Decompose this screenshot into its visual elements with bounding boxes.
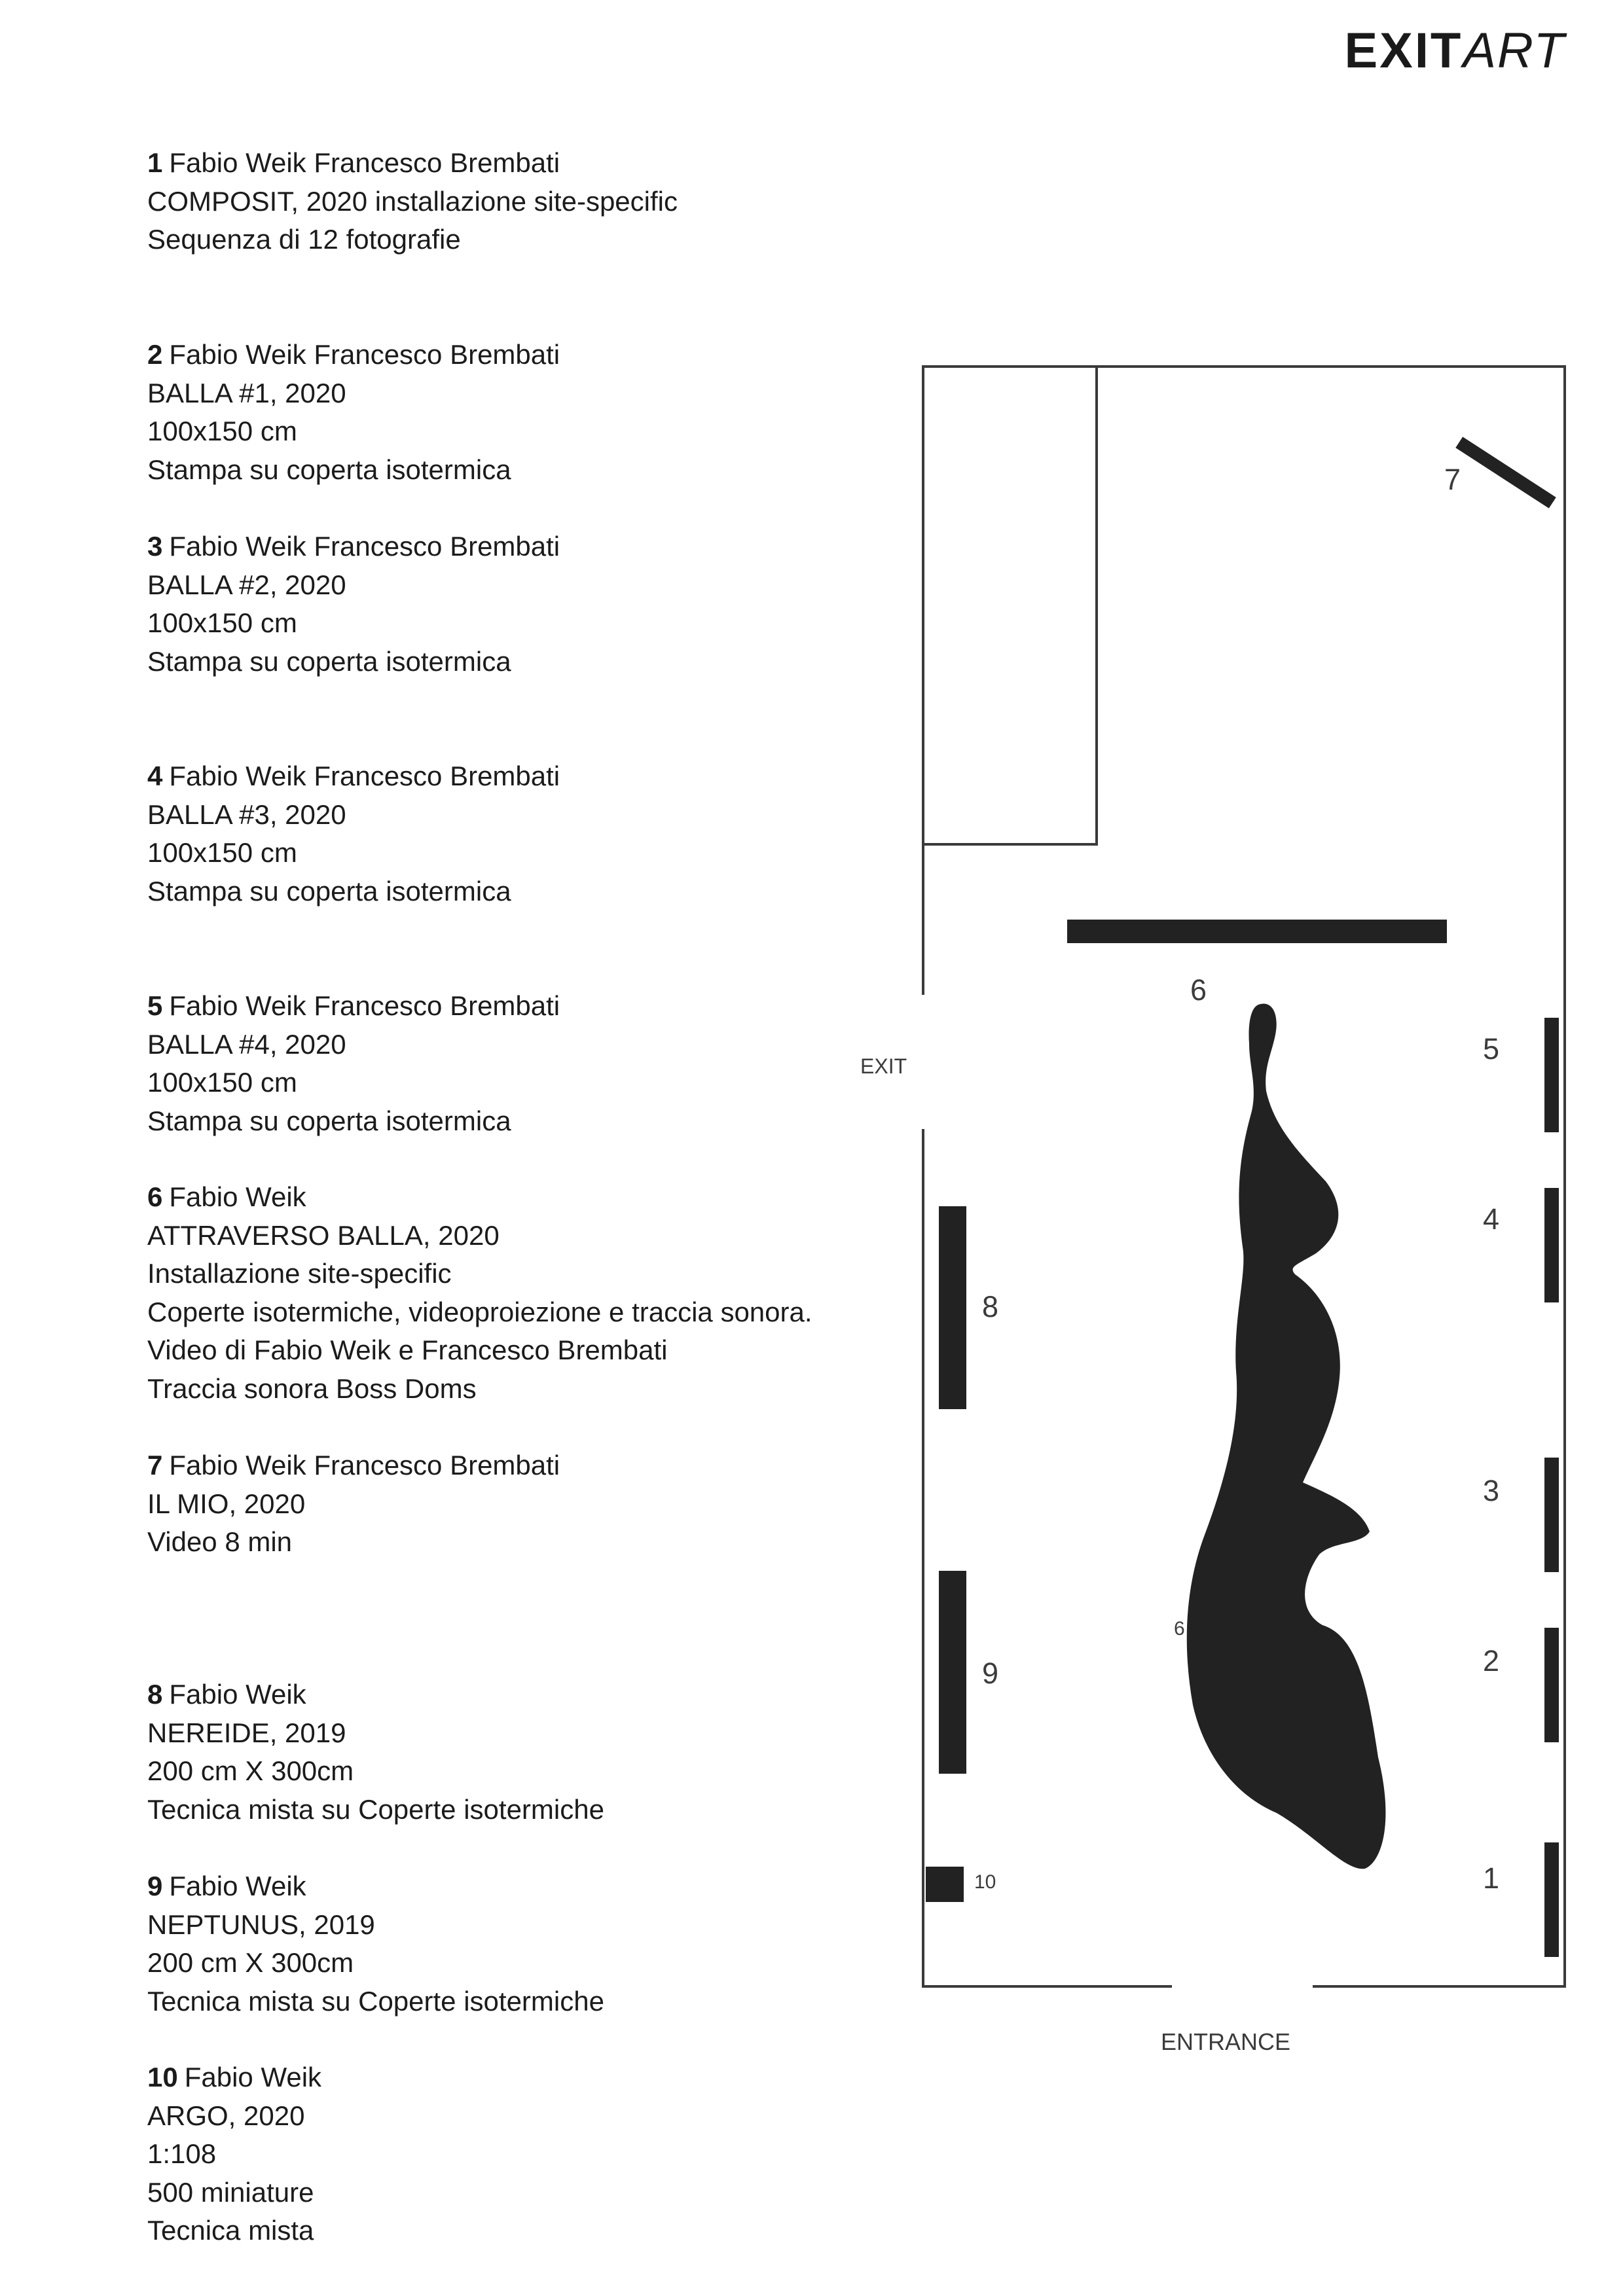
work-detail-line: BALLA #4, 2020 bbox=[147, 1028, 346, 1060]
work-artist-name: Fabio Weik bbox=[169, 1871, 306, 1901]
work-detail-line: 100x150 cm bbox=[147, 416, 297, 446]
work-detail-line: 100x150 cm bbox=[147, 1067, 297, 1098]
panel-4 bbox=[1544, 1188, 1559, 1302]
work-number: 9 bbox=[147, 1871, 163, 1901]
work-entry bbox=[147, 757, 560, 910]
work-entry bbox=[147, 1178, 812, 1408]
work-number: 10 bbox=[147, 2062, 178, 2092]
work-detail-line: 200 cm X 300cm bbox=[147, 1947, 354, 1978]
work-entry bbox=[147, 1676, 604, 1829]
work-number: 6 bbox=[147, 1181, 163, 1212]
logo-exit-text: EXIT bbox=[1344, 23, 1463, 79]
work-detail-line: Sequenza di 12 fotografie bbox=[147, 224, 461, 255]
work-detail-line: BALLA #1, 2020 bbox=[147, 377, 346, 408]
work-detail-line: Stampa su coperta isotermica bbox=[147, 875, 511, 906]
work-detail-line: Stampa su coperta isotermica bbox=[147, 454, 511, 485]
gallery-floor-plan bbox=[845, 265, 1597, 2137]
work-number: 2 bbox=[147, 339, 163, 370]
blob-installation-6 bbox=[1187, 1003, 1386, 1869]
work-artist-name: Fabio Weik bbox=[169, 1679, 306, 1710]
work-detail-line: Installazione site-specific bbox=[147, 1258, 452, 1289]
work-entry bbox=[147, 1446, 560, 1562]
work-artist bbox=[147, 1446, 560, 1485]
panel-2 bbox=[1544, 1628, 1559, 1742]
work-artist bbox=[147, 336, 560, 374]
work-artist-name: Fabio Weik Francesco Brembati bbox=[169, 1450, 560, 1480]
work-detail-line: BALLA #3, 2020 bbox=[147, 798, 346, 830]
work-detail-line: NEPTUNUS, 2019 bbox=[147, 1909, 375, 1940]
work-entry bbox=[147, 336, 560, 489]
exit-label: EXIT bbox=[860, 1054, 907, 1078]
work-number: 4 bbox=[147, 761, 163, 791]
work-artist bbox=[147, 1676, 604, 1714]
work-artist bbox=[147, 1867, 604, 1906]
marker-6-inner: 6 bbox=[1174, 1618, 1185, 1640]
marker-6: 6 bbox=[1190, 973, 1207, 1007]
panel-8 bbox=[939, 1206, 966, 1409]
marker-1: 1 bbox=[1483, 1861, 1500, 1895]
work-artist-name: Fabio Weik bbox=[169, 1181, 306, 1212]
work-number: 1 bbox=[147, 147, 163, 178]
panel-1 bbox=[1544, 1842, 1559, 1957]
work-artist bbox=[147, 1178, 812, 1217]
work-detail-line: Stampa su coperta isotermica bbox=[147, 645, 511, 677]
marker-7: 7 bbox=[1444, 463, 1461, 496]
storage-room-wall bbox=[923, 367, 1097, 844]
work-detail-line: Video 8 min bbox=[147, 1526, 293, 1557]
work-detail-line: NEREIDE, 2019 bbox=[147, 1717, 346, 1748]
object-10 bbox=[926, 1867, 964, 1902]
work-entry bbox=[147, 987, 560, 1140]
floor-plan-svg bbox=[845, 265, 1597, 2137]
artwork-panels bbox=[926, 437, 1559, 1957]
work-detail-line: IL MIO, 2020 bbox=[147, 1488, 306, 1519]
work-number: 8 bbox=[147, 1679, 163, 1710]
work-detail-line: Tecnica mista bbox=[147, 2215, 314, 2246]
work-artist-name: Fabio Weik Francesco Brembati bbox=[169, 339, 560, 370]
work-detail-line: 500 miniature bbox=[147, 2176, 314, 2208]
work-artist-name: Fabio Weik Francesco Brembati bbox=[169, 531, 560, 562]
panel-5 bbox=[1544, 1018, 1559, 1132]
panel-6-wall bbox=[1067, 920, 1447, 943]
work-detail-line: 200 cm X 300cm bbox=[147, 1755, 354, 1786]
work-detail-line: 100x150 cm bbox=[147, 607, 297, 638]
work-detail-line: ATTRAVERSO BALLA, 2020 bbox=[147, 1219, 500, 1251]
marker-10: 10 bbox=[974, 1871, 996, 1893]
work-artist bbox=[147, 757, 560, 796]
work-artist bbox=[147, 987, 560, 1026]
marker-2: 2 bbox=[1483, 1644, 1500, 1677]
exitart-logo bbox=[1344, 23, 1565, 79]
work-entry bbox=[147, 144, 678, 259]
work-detail-line: ARGO, 2020 bbox=[147, 2100, 305, 2131]
work-detail-line: Traccia sonora Boss Doms bbox=[147, 1372, 477, 1404]
work-artist-name: Fabio Weik bbox=[184, 2062, 322, 2092]
work-number: 5 bbox=[147, 990, 163, 1021]
work-number: 7 bbox=[147, 1450, 163, 1480]
work-detail-line: COMPOSIT, 2020 installazione site-specific bbox=[147, 185, 678, 217]
work-detail-line: Tecnica mista su Coperte isotermiche bbox=[147, 1985, 604, 2017]
marker-8: 8 bbox=[982, 1290, 999, 1323]
work-entry bbox=[147, 1867, 604, 2020]
marker-9: 9 bbox=[982, 1657, 999, 1690]
work-artist-name: Fabio Weik Francesco Brembati bbox=[169, 761, 560, 791]
work-artist bbox=[147, 144, 678, 183]
work-artist bbox=[147, 528, 560, 566]
work-detail-line: Coperte isotermiche, videoproiezione e traccia sonora. bbox=[147, 1296, 812, 1327]
work-artist-name: Fabio Weik Francesco Brembati bbox=[169, 990, 560, 1021]
work-detail-line: Tecnica mista su Coperte isotermiche bbox=[147, 1793, 604, 1825]
work-detail-line: Video di Fabio Weik e Francesco Brembati bbox=[147, 1335, 668, 1365]
panel-3 bbox=[1544, 1458, 1559, 1572]
marker-4: 4 bbox=[1483, 1202, 1500, 1236]
work-detail-line: Stampa su coperta isotermica bbox=[147, 1105, 511, 1136]
work-entry bbox=[147, 2058, 321, 2250]
marker-3: 3 bbox=[1483, 1474, 1500, 1507]
panel-9 bbox=[939, 1571, 966, 1774]
work-entry bbox=[147, 528, 560, 681]
work-artist-name: Fabio Weik Francesco Brembati bbox=[169, 147, 560, 178]
work-detail-line: 100x150 cm bbox=[147, 837, 297, 868]
marker-5: 5 bbox=[1483, 1032, 1500, 1066]
work-artist bbox=[147, 2058, 321, 2097]
screen-7 bbox=[1455, 437, 1556, 508]
work-detail-line: BALLA #2, 2020 bbox=[147, 569, 346, 600]
entrance-label: ENTRANCE bbox=[1161, 2028, 1291, 2055]
logo-art-text: ART bbox=[1463, 23, 1565, 79]
work-number: 3 bbox=[147, 531, 163, 562]
work-detail-line: 1:108 bbox=[147, 2138, 217, 2169]
